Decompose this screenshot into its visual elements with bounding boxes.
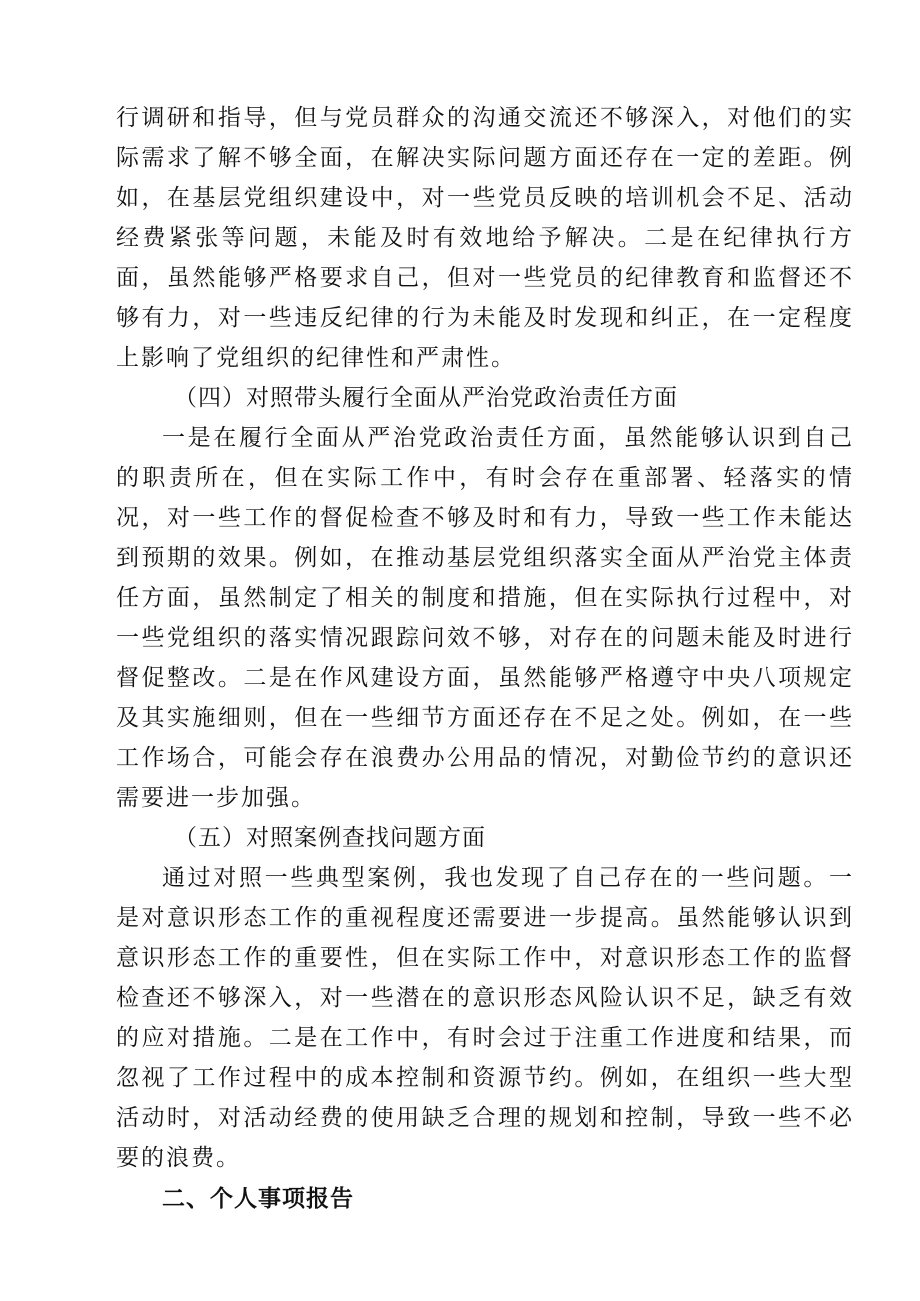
document-body [116,98,854,1219]
section-title-personal-matters: 二、个人事项报告 [162,1186,354,1212]
paragraph-case-comparison: 通过对照一些典型案例，我也发现了自己存在的一些问题。一是对意识形态工作的重视程度还需要进一步提高。虽然能够认识到意识形态工作的重要性，但在实际工作中，对意识形态工作的监督检查还不够深入，对一些潜在的意识形态风险认识不足，缺乏有效的应对措施。二是在工作中，有时会过于注重工作进度和结果，而忽视了工作过程中的成本控制和资源节约。例如，在组织一些大型活动时，对活动经费的使用缺乏合理的规划和控制，导致一些不必要的浪费。 [116,865,854,1171]
subheading-five: （五）对照案例查找问题方面 [174,825,486,851]
paragraph-political-responsibility: 一是在履行全面从严治党政治责任方面，虽然能够认识到自己的职责所在，但在实际工作中，有时会存在重部署、轻落实的情况，对一些工作的督促检查不够及时和有力，导致一些工作未能达到预期的效果。例如，在推动基层党组织落实全面从严治党主体责任方面，虽然制定了相关的制度和措施，但在实际执行过程中，对一些党组织的落实情况跟踪问效不够，对存在的问题未能及时进行督促整改。二是在作风建设方面，虽然能够严格遵守中央八项规定及其实施细则，但在一些细节方面还存在不足之处。例如，在一些工作场合，可能会存在浪费办公用品的情况，对勤俭节约的意识还需要进一步加强。 [116,425,854,811]
paragraph-continuation: 行调研和指导，但与党员群众的沟通交流还不够深入，对他们的实际需求了解不够全面，在解决实际问题方面还存在一定的差距。例如，在基层党组织建设中，对一些党员反映的培训机会不足、活动经费紧张等问题，未能及时有效地给予解决。二是在纪律执行方面，虽然能够严格要求自己，但对一些党员的纪律教育和监督还不够有力，对一些违反纪律的行为未能及时发现和纠正，在一定程度上影响了党组织的纪律性和严肃性。 [116,105,854,371]
subheading-four: （四）对照带头履行全面从严治党政治责任方面 [174,385,678,411]
